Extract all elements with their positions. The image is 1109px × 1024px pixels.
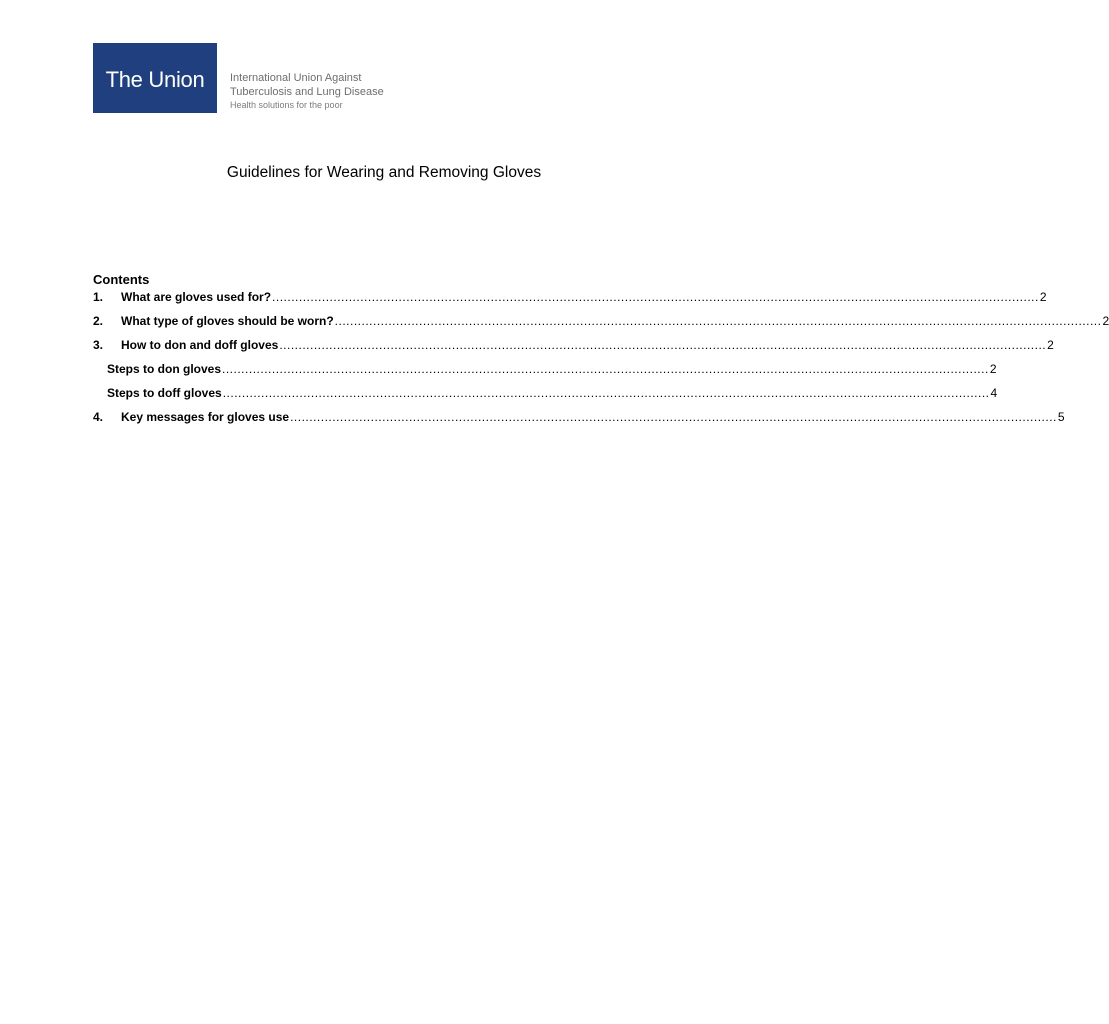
toc-entry[interactable] xyxy=(93,314,1109,332)
logo-org-text xyxy=(230,43,410,113)
toc-entry[interactable] xyxy=(93,290,1047,308)
logo-brand-text: The Union xyxy=(105,67,205,92)
logo-org-line-1: International Union Against xyxy=(230,72,362,84)
toc-entry-page: 4 xyxy=(990,386,998,400)
toc-leader-dots: ........................................................................................................................................................................................................ xyxy=(279,338,1047,352)
toc-leader-dots: ........................................................................................................................................................................................................ xyxy=(290,410,1057,424)
toc-leader-dots: ........................................................................................................................................................................................................ xyxy=(272,290,1039,304)
toc-entry-label: What are gloves used for? xyxy=(121,290,272,304)
toc-entry-label: Steps to don gloves xyxy=(107,362,222,376)
toc-leader-dots: ........................................................................................................................................................................................................ xyxy=(334,314,1102,328)
toc-entry-label: Key messages for gloves use xyxy=(121,410,290,424)
toc-entry-label: How to don and doff gloves xyxy=(121,338,279,352)
document-title: Guidelines for Wearing and Removing Gloves xyxy=(226,164,542,181)
toc-subentry[interactable] xyxy=(93,362,997,380)
toc-subentry[interactable] xyxy=(93,386,998,404)
logo-brand-box xyxy=(93,43,217,113)
toc-entry-label: Steps to doff gloves xyxy=(107,386,222,400)
contents-heading: Contents xyxy=(93,272,150,287)
toc-entry-number: 4. xyxy=(93,410,104,424)
toc-entry-page: 5 xyxy=(1057,410,1065,424)
toc-entry-number: 1. xyxy=(93,290,104,304)
toc-entry[interactable] xyxy=(93,410,1065,428)
toc-leader-dots: ........................................................................................................................................................................................................ xyxy=(222,386,990,400)
toc-leader-dots: ........................................................................................................................................................................................................ xyxy=(222,362,989,376)
toc-entry-page: 2 xyxy=(1039,290,1047,304)
toc-entry-page: 2 xyxy=(1102,314,1109,328)
toc-entry-number: 2. xyxy=(93,314,104,328)
toc-entry-page: 2 xyxy=(989,362,997,376)
toc-entry-page: 2 xyxy=(1047,338,1054,352)
union-logo xyxy=(93,43,410,113)
logo-org-line-2: Tuberculosis and Lung Disease xyxy=(230,86,384,98)
toc-entry-label: What type of gloves should be worn? xyxy=(121,314,334,328)
logo-tagline: Health solutions for the poor xyxy=(230,100,343,110)
toc-entry-number: 3. xyxy=(93,338,104,352)
toc-entry[interactable] xyxy=(93,338,1054,356)
